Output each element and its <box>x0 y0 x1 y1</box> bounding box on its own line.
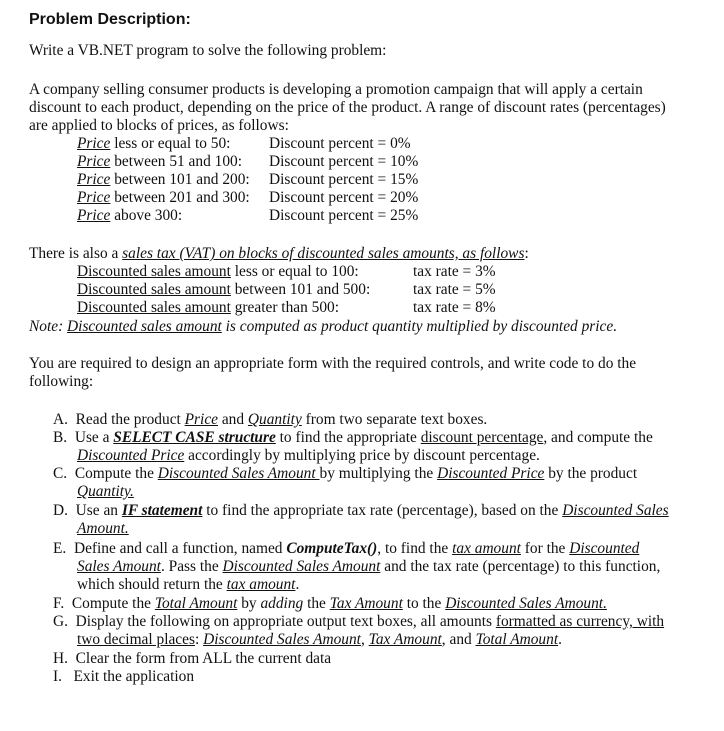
tax-range: between 101 and 500: <box>230 281 371 298</box>
para1-line2: discount to each product, depending on the price of the product. A range of discount rates (percentages) <box>29 99 666 116</box>
discount-row <box>77 135 411 153</box>
task-i <box>53 668 194 686</box>
task-c-cont <box>77 483 134 501</box>
task-term: discount percentage <box>420 429 544 446</box>
task-term: Price <box>184 411 218 428</box>
task-e <box>53 540 639 558</box>
task-b-cont <box>77 447 540 465</box>
task-term: Tax Amount <box>368 631 442 648</box>
task-letter: I. <box>53 668 62 685</box>
task-term: Discounted Price <box>77 447 185 464</box>
task-term: Discounted <box>569 540 640 557</box>
task-e-cont2 <box>77 576 299 594</box>
para1-line3: are applied to blocks of prices, as follows: <box>29 117 289 134</box>
task-text: to find the appropriate tax rate (percentage), based on the <box>202 502 563 519</box>
task-term: tax amount <box>226 576 296 593</box>
task-text: Exit the application <box>73 668 195 685</box>
task-letter: F. <box>53 595 65 612</box>
task-term: Quantity. <box>77 483 134 500</box>
task-text: , and <box>441 631 476 648</box>
tax-row <box>77 281 496 299</box>
discount-range: above 300: <box>110 207 183 224</box>
tax-range: less or equal to 100: <box>230 263 359 280</box>
task-text: . Pass the <box>160 558 223 575</box>
tax-rate: tax rate = 8% <box>413 299 496 316</box>
tax-intro-term: sales tax (VAT) on blocks of discounted sales amounts, as follows <box>122 245 525 262</box>
task-text: and the tax rate (percentage) to this function, <box>380 558 661 575</box>
task-g <box>53 613 664 631</box>
task-term: Discounted Price <box>437 465 545 482</box>
task-letter: H. <box>53 650 68 667</box>
task-letter: B. <box>53 429 68 446</box>
task-text: by multiplying the <box>319 465 438 482</box>
task-text: and <box>218 411 248 428</box>
task-d <box>53 502 669 520</box>
tax-row <box>77 299 496 317</box>
tax-intro <box>29 245 529 263</box>
task-text: Define and call a function, named <box>73 540 287 557</box>
tax-row <box>77 263 496 281</box>
note-term: Discounted sales amount <box>67 318 222 335</box>
task-term: Discounted Sales <box>562 502 669 519</box>
discount-row <box>77 189 419 207</box>
discount-percent: Discount percent = 20% <box>269 189 419 206</box>
task-term: two decimal places <box>77 631 195 648</box>
tax-intro-suffix: : <box>524 245 529 262</box>
task-b <box>53 429 653 447</box>
price-term: Price <box>77 171 111 188</box>
task-h <box>53 650 331 668</box>
task-a <box>53 411 487 429</box>
discount-range: between 201 and 300: <box>110 189 250 206</box>
task-text: , and compute the <box>543 429 653 446</box>
task-text: Use an <box>75 502 122 519</box>
task-term: adding <box>260 595 304 612</box>
task-term: Discounted Sales Amount. <box>445 595 607 612</box>
task-text: which should return the <box>77 576 227 593</box>
price-term: Price <box>77 189 111 206</box>
tax-term: Discounted sales amount <box>77 299 231 316</box>
page-title: Problem Description: <box>29 11 191 28</box>
task-text: to find the appropriate <box>275 429 421 446</box>
task-text: from two separate text boxes. <box>301 411 488 428</box>
price-term: Price <box>77 135 111 152</box>
task-text: for the <box>520 540 570 557</box>
task-term: ComputeTax() <box>286 540 378 557</box>
tax-rate: tax rate = 3% <box>413 263 496 280</box>
required-line1: You are required to design an appropriate form with the required controls, and write code to do the <box>29 355 637 372</box>
task-term: SELECT CASE structure <box>113 429 276 446</box>
task-term: Discounted Sales Amount <box>203 631 361 648</box>
task-f <box>53 595 607 613</box>
task-c <box>53 465 637 483</box>
task-term: formatted as currency, with <box>495 613 665 630</box>
discount-percent: Discount percent = 15% <box>269 171 419 188</box>
note <box>29 318 617 336</box>
discount-range: less or equal to 50: <box>110 135 231 152</box>
task-text: , <box>360 631 369 648</box>
price-term: Price <box>77 207 111 224</box>
price-term: Price <box>77 153 111 170</box>
task-e-cont <box>77 558 660 576</box>
note-suffix: is computed as product quantity multiplied by discounted price. <box>221 318 618 335</box>
required-line2: following: <box>29 373 94 390</box>
discount-range: between 51 and 100: <box>110 153 242 170</box>
task-term: Discounted Sales Amount <box>222 558 381 575</box>
tax-range: greater than 500: <box>230 299 340 316</box>
discount-row <box>77 153 419 171</box>
task-letter: A. <box>53 411 68 428</box>
task-text: by the product <box>544 465 638 482</box>
para1-line1: A company selling consumer products is developing a promotion campaign that will apply a certain <box>29 81 643 98</box>
task-text: Use a <box>74 429 114 446</box>
task-d-cont <box>77 520 129 538</box>
task-text: the <box>303 595 330 612</box>
tax-term: Discounted sales amount <box>77 281 231 298</box>
task-text: to the <box>402 595 446 612</box>
task-text: accordingly by multiplying price by discount percentage. <box>184 447 540 464</box>
task-text: Display the following on appropriate output text boxes, all amounts <box>75 613 496 630</box>
task-term: tax amount <box>452 540 521 557</box>
task-term: Amount. <box>77 520 129 537</box>
task-text: : <box>194 631 204 648</box>
discount-row <box>77 207 419 225</box>
task-text: , to find the <box>377 540 453 557</box>
task-letter: C. <box>53 465 68 482</box>
discount-row <box>77 171 419 189</box>
task-text: Compute the <box>74 465 158 482</box>
discount-range: between 101 and 200: <box>110 171 250 188</box>
task-term: Quantity <box>247 411 302 428</box>
task-term: Tax Amount <box>329 595 403 612</box>
task-letter: D. <box>53 502 68 519</box>
task-term: IF statement <box>121 502 203 519</box>
task-text: Clear the form from ALL the current data <box>75 650 332 667</box>
task-text: Read the product <box>75 411 185 428</box>
discount-percent: Discount percent = 10% <box>269 153 419 170</box>
task-letter: G. <box>53 613 68 630</box>
intro-text: Write a VB.NET program to solve the following problem: <box>29 42 387 59</box>
discount-percent: Discount percent = 25% <box>269 207 419 224</box>
task-term: Sales Amount <box>77 558 161 575</box>
note-prefix: Note: <box>29 318 68 335</box>
tax-intro-prefix: There is also a <box>29 245 123 262</box>
task-term: Total Amount <box>475 631 559 648</box>
tax-rate: tax rate = 5% <box>413 281 496 298</box>
task-text: . <box>295 576 300 593</box>
task-text: . <box>558 631 562 648</box>
task-text: Compute the <box>71 595 155 612</box>
task-term: Discounted Sales Amount <box>157 465 320 482</box>
tax-term: Discounted sales amount <box>77 263 231 280</box>
task-letter: E. <box>53 540 67 557</box>
task-term: Total Amount <box>154 595 238 612</box>
discount-percent: Discount percent = 0% <box>269 135 411 152</box>
task-text: by <box>237 595 261 612</box>
task-g-cont <box>77 631 562 649</box>
